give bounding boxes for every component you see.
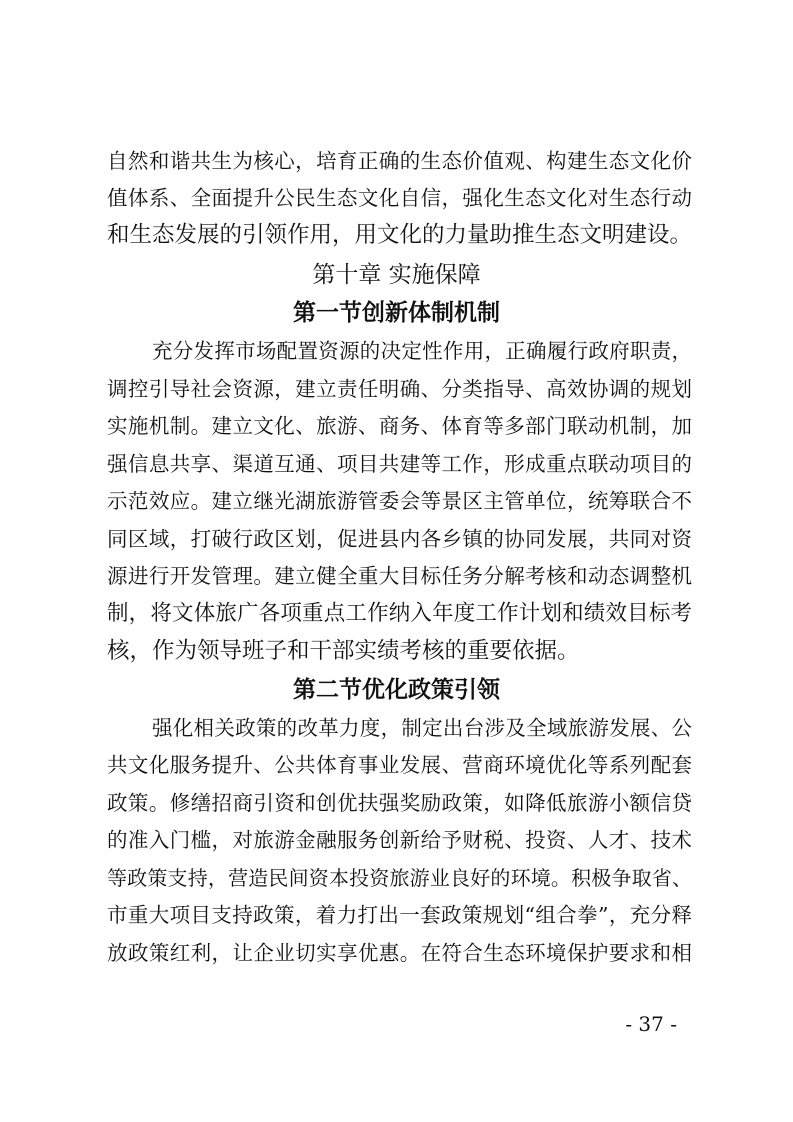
section2-line-6: 市重大项目支持政策，着力打出一套政策规划“组合拳”，充分释 xyxy=(107,903,692,927)
section2-line-3: 政策。修缮招商引资和创优扶强奖励政策，如降低旅游小额信贷 xyxy=(107,791,692,815)
page-number: - 37 - xyxy=(625,1012,677,1036)
section2-line-2: 共文化服务提升、公共体育事业发展、营商环境优化等系列配套 xyxy=(107,753,692,777)
section1-line-2: 调控引导社会资源，建立责任明确、分类指导、高效协调的规划 xyxy=(107,377,692,401)
section1-line-8: 制，将文体旅广各项重点工作纳入年度工作计划和绩效目标考 xyxy=(107,601,692,626)
section1-line-7: 源进行开发管理。建立健全重大目标任务分解考核和动态调整机 xyxy=(107,564,692,588)
section2-line-4: 的准入门槛，对旅游金融服务创新给予财税、投资、人才、技术 xyxy=(107,828,692,852)
section1-line-4: 强信息共享、渠道互通、项目共建等工作，形成重点联动项目的 xyxy=(107,452,692,476)
section1-line-3: 实施机制。建立文化、旅游、商务、体育等多部门联动机制，加 xyxy=(107,414,692,438)
section2-title: 第二节优化政策引领 xyxy=(293,677,500,703)
intro-line-1: 自然和谐共生为核心，培育正确的生态价值观、构建生态文化价 xyxy=(107,149,692,173)
intro-line-2: 值体系、全面提升公民生态文化自信，强化生态文化对生态行动 xyxy=(107,186,692,210)
chapter-title: 第十章 实施保障 xyxy=(312,262,481,288)
section1-line-9: 核，作为领导班子和干部实绩考核的重要依据。 xyxy=(107,638,580,664)
section1-line-6: 同区域，打破行政区划，促进县内各乡镇的协同发展，共同对资 xyxy=(107,527,692,551)
section2-line-5: 等政策支持，营造民间资本投资旅游业良好的环境。积极争取省、 xyxy=(107,866,692,890)
section1-line-1: 充分发挥市场配置资源的决定性作用，正确履行政府职责， xyxy=(152,339,692,363)
section2-line-7: 放政策红利，让企业切实享优惠。在符合生态环境保护要求和相 xyxy=(107,941,692,965)
intro-line-3: 和生态发展的引领作用，用文化的力量助推生态文明建设。 xyxy=(107,222,692,248)
section2-line-1: 强化相关政策的改革力度，制定出台涉及全域旅游发展、公 xyxy=(152,716,692,740)
section1-title: 第一节创新体制机制 xyxy=(293,300,500,326)
section1-line-5: 示范效应。建立继光湖旅游管委会等景区主管单位，统筹联合不 xyxy=(107,489,692,513)
